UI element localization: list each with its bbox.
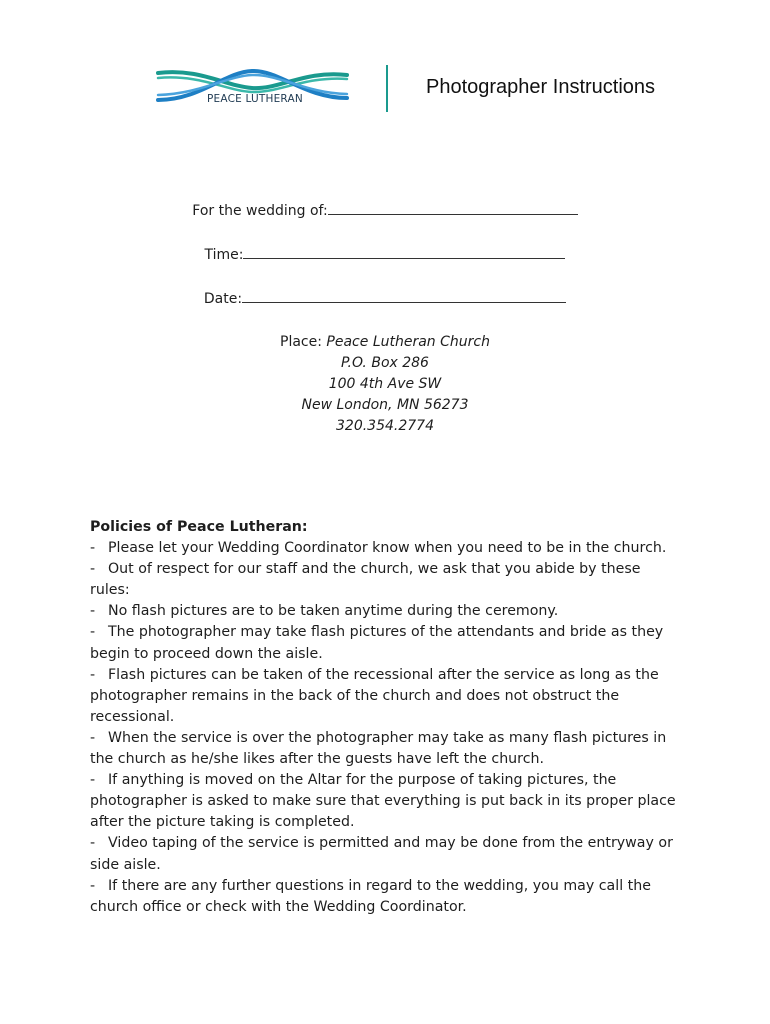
time-blank[interactable] bbox=[243, 244, 565, 259]
page-title: Photographer Instructions bbox=[426, 76, 656, 98]
header-divider bbox=[386, 65, 388, 112]
time-line bbox=[0, 244, 770, 265]
time-label: Time: bbox=[204, 247, 244, 263]
policy-item: - When the service is over the photographer may take as many flash pictures in the church as he/she likes after the guests have left the church. bbox=[90, 729, 667, 768]
policy-item: - Out of respect for our staff and the church, we ask that you abide by these rules: bbox=[90, 561, 641, 599]
wedding-info-form bbox=[0, 200, 770, 437]
place-name: Peace Lutheran Church bbox=[326, 334, 490, 350]
policy-item: - The photographer may take flash pictures of the attendants and bride as they begin to proceed down the aisle. bbox=[90, 624, 664, 662]
place-label: Place: bbox=[280, 334, 322, 350]
date-blank[interactable] bbox=[242, 288, 566, 303]
date-line bbox=[0, 288, 770, 309]
phone-number: 320.354.2774 bbox=[336, 418, 434, 434]
policy-item: - Video taping of the service is permitted and may be done from the entryway or side aisle. bbox=[90, 835, 673, 873]
wedding-of-line bbox=[0, 200, 770, 221]
policy-item: - If there are any further questions in regard to the wedding, you may call the church office or check with the Wedding Coordinator. bbox=[90, 877, 651, 915]
policy-item: - No flash pictures are to be taken anytime during the ceremony. bbox=[90, 603, 559, 620]
wedding-of-blank[interactable] bbox=[328, 200, 578, 215]
po-box: P.O. Box 286 bbox=[341, 355, 429, 371]
policy-item: - Please let your Wedding Coordinator know when you need to be in the church. bbox=[90, 540, 667, 557]
policy-item: - Flash pictures can be taken of the recessional after the service as long as the photographer remains in the back of the church and does not obstruct the recessional. bbox=[90, 666, 659, 725]
policies-heading: Policies of Peace Lutheran: bbox=[90, 519, 308, 535]
logo-text: PEACE LUTHERAN bbox=[207, 93, 303, 105]
wedding-of-label: For the wedding of: bbox=[192, 203, 328, 219]
date-label: Date: bbox=[203, 291, 243, 307]
peace-lutheran-logo bbox=[155, 64, 350, 114]
place-block bbox=[0, 332, 770, 437]
policies-section bbox=[90, 517, 680, 918]
policy-item: - If anything is moved on the Altar for the purpose of taking pictures, the photographer is asked to make sure that everything is put back in its proper place after the picture taking is completed. bbox=[90, 772, 676, 831]
city-state-zip: New London, MN 56273 bbox=[301, 397, 469, 413]
street-address: 100 4th Ave SW bbox=[328, 376, 442, 392]
wave-logo-icon bbox=[155, 64, 350, 114]
